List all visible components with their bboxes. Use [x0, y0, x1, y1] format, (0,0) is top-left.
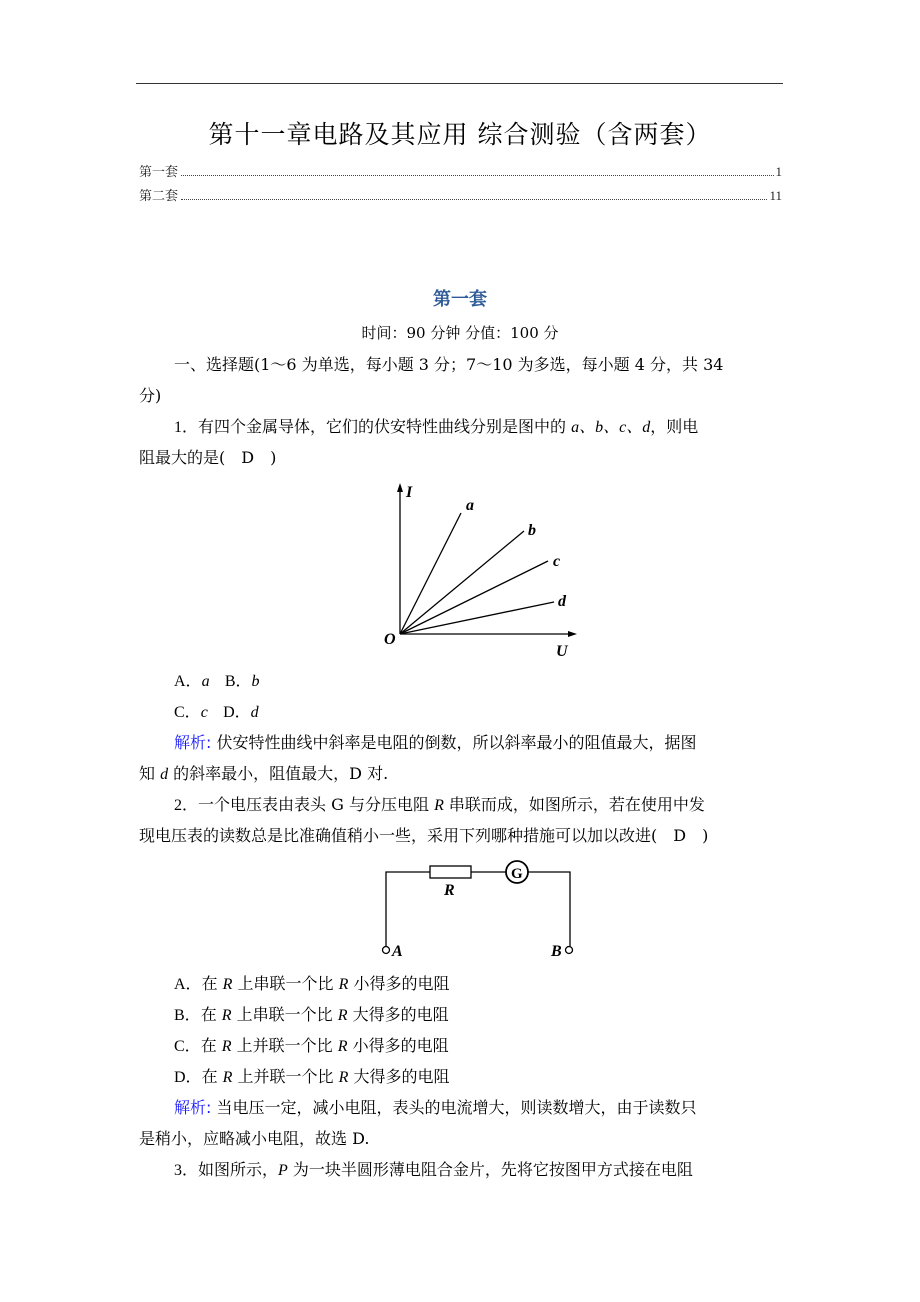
resistor-icon — [430, 866, 471, 878]
q3-stem-text: 如图所示， — [198, 1160, 279, 1179]
option-text: 在 — [200, 1005, 222, 1024]
q1-analysis-line2 — [139, 763, 789, 786]
option-key: A． — [174, 976, 202, 993]
toc-leader-dots — [181, 174, 773, 176]
toc-entry-1[interactable] — [139, 160, 782, 180]
option-var: R — [337, 1007, 348, 1024]
q1-number: 1． — [174, 419, 199, 436]
q1-analysis-text: 知 — [139, 764, 161, 783]
option-text: 在 — [200, 1036, 222, 1055]
q2-number: 2． — [174, 797, 199, 814]
option-var: R — [221, 1007, 232, 1024]
x-axis-label: U — [556, 643, 568, 660]
q2-option-c — [139, 1035, 824, 1058]
option-key: D． — [174, 1069, 202, 1086]
q2-stem-var: R — [434, 797, 444, 814]
option-var: R — [222, 1069, 233, 1086]
q3-stem-text-end: 为一块半圆形薄电阻合金片，先将它按图甲方式接在电阻 — [287, 1160, 693, 1179]
q1-analysis-var: d — [160, 766, 169, 783]
origin-label: O — [384, 631, 396, 648]
section-title: 第一套 — [433, 289, 487, 310]
toc-entry-2[interactable] — [139, 184, 782, 204]
toc-page-number: 1 — [775, 164, 782, 179]
q1-options-row2 — [139, 701, 824, 724]
q2-option-a — [139, 973, 824, 996]
y-axis-arrow-icon — [397, 483, 403, 492]
analysis-label: 解析: — [174, 733, 212, 752]
option-text: 在 — [201, 1067, 223, 1086]
q2-option-d — [139, 1066, 824, 1089]
q3-stem-line1 — [139, 1159, 824, 1182]
q2-analysis-text: 当电压一定，减小电阻，表头的电流增大，则读数增大，由于读数只 — [211, 1098, 697, 1117]
q1-analysis-text-end: 的斜率最小，阻值最大，D 对. — [168, 764, 389, 783]
voltmeter-circuit-figure — [375, 855, 595, 965]
option-d-key: D． — [223, 704, 251, 721]
toc-label: 第一套 — [139, 165, 179, 180]
option-text: 大得多的电阻 — [348, 1067, 450, 1086]
option-c-key: C． — [174, 704, 201, 721]
header-rule — [136, 83, 783, 84]
part-heading-line1: 一、选择题(1～6 为单选，每小题 3 分；7～10 为多选，每小题 4 分，共 34 — [174, 355, 724, 374]
option-var: R — [338, 976, 349, 993]
q3-number: 3． — [174, 1162, 199, 1179]
option-key: B． — [174, 1007, 201, 1024]
right-wire — [528, 872, 570, 946]
q3-stem-var: P — [278, 1162, 288, 1179]
option-key: C． — [174, 1038, 201, 1055]
terminal-a-icon — [383, 947, 390, 954]
q2-stem-line1 — [139, 794, 824, 817]
terminal-b-label: B — [551, 943, 562, 960]
left-wire — [386, 872, 430, 946]
q2-analysis-line2: 是稍小，应略减小电阻，故选 D. — [139, 1129, 370, 1148]
part-heading-line2: 分) — [139, 386, 162, 405]
line-d-label: d — [558, 593, 566, 610]
option-var: R — [221, 1038, 232, 1055]
resistor-label: R — [444, 882, 455, 899]
q2-stem-text-end: 串联而成，如图所示，若在使用中发 — [443, 795, 705, 814]
q1-stem-vars: a、b、c、d — [571, 419, 651, 436]
q2-option-b — [139, 1004, 824, 1027]
toc-page-number: 11 — [769, 188, 782, 203]
option-var: R — [222, 976, 233, 993]
option-var: R — [337, 1038, 348, 1055]
toc-label: 第二套 — [139, 189, 179, 204]
q2-analysis-line1 — [139, 1097, 824, 1119]
option-b-value: b — [251, 673, 260, 690]
iu-graph-figure — [375, 478, 595, 663]
option-a-value: a — [201, 673, 210, 690]
option-text: 小得多的电阻 — [348, 974, 450, 993]
q2-stem-text: 一个电压表由表头 G 与分压电阻 — [198, 795, 435, 814]
terminal-a-label: A — [392, 943, 403, 960]
line-a — [400, 513, 461, 634]
x-axis-arrow-icon — [568, 631, 577, 637]
toc-leader-dots — [181, 198, 767, 200]
q1-options-row1 — [139, 670, 824, 693]
option-text: 在 — [201, 974, 223, 993]
exam-meta: 时间：90 分钟 分值：100 分 — [361, 324, 559, 342]
q1-stem-line1 — [139, 416, 824, 439]
option-text: 上串联一个比 — [232, 974, 339, 993]
option-text: 上串联一个比 — [231, 1005, 338, 1024]
option-text: 上并联一个比 — [231, 1036, 338, 1055]
q1-analysis-text: 伏安特性曲线中斜率是电阻的倒数，所以斜率最小的阻值最大，据图 — [211, 733, 697, 752]
y-axis-label: I — [406, 484, 413, 501]
line-c-label: c — [553, 553, 561, 570]
option-text: 大得多的电阻 — [347, 1005, 449, 1024]
q1-stem-line2: 阻最大的是( D ) — [139, 448, 277, 467]
option-a-key: A． — [174, 673, 202, 690]
line-b-label: b — [528, 522, 536, 539]
q1-analysis-line1 — [139, 732, 824, 754]
q2-stem-line2: 现电压表的读数总是比准确值稍小一些，采用下列哪种措施可以加以改进( D ) — [139, 826, 709, 845]
galvanometer-label: G — [511, 866, 523, 882]
document-title: 第十一章电路及其应用 综合测验（含两套） — [208, 120, 712, 149]
option-text: 小得多的电阻 — [347, 1036, 449, 1055]
terminal-b-icon — [566, 947, 573, 954]
q1-stem-text-end: ，则电 — [650, 417, 699, 436]
q1-stem-text: 有四个金属导体，它们的伏安特性曲线分别是图中的 — [198, 417, 572, 436]
line-d — [400, 602, 554, 634]
option-c-value: c — [200, 704, 208, 721]
option-var: R — [338, 1069, 349, 1086]
analysis-label: 解析: — [174, 1098, 212, 1117]
option-b-key: B． — [224, 673, 252, 690]
line-a-label: a — [466, 497, 474, 514]
option-text: 上并联一个比 — [232, 1067, 339, 1086]
option-d-value: d — [250, 704, 259, 721]
